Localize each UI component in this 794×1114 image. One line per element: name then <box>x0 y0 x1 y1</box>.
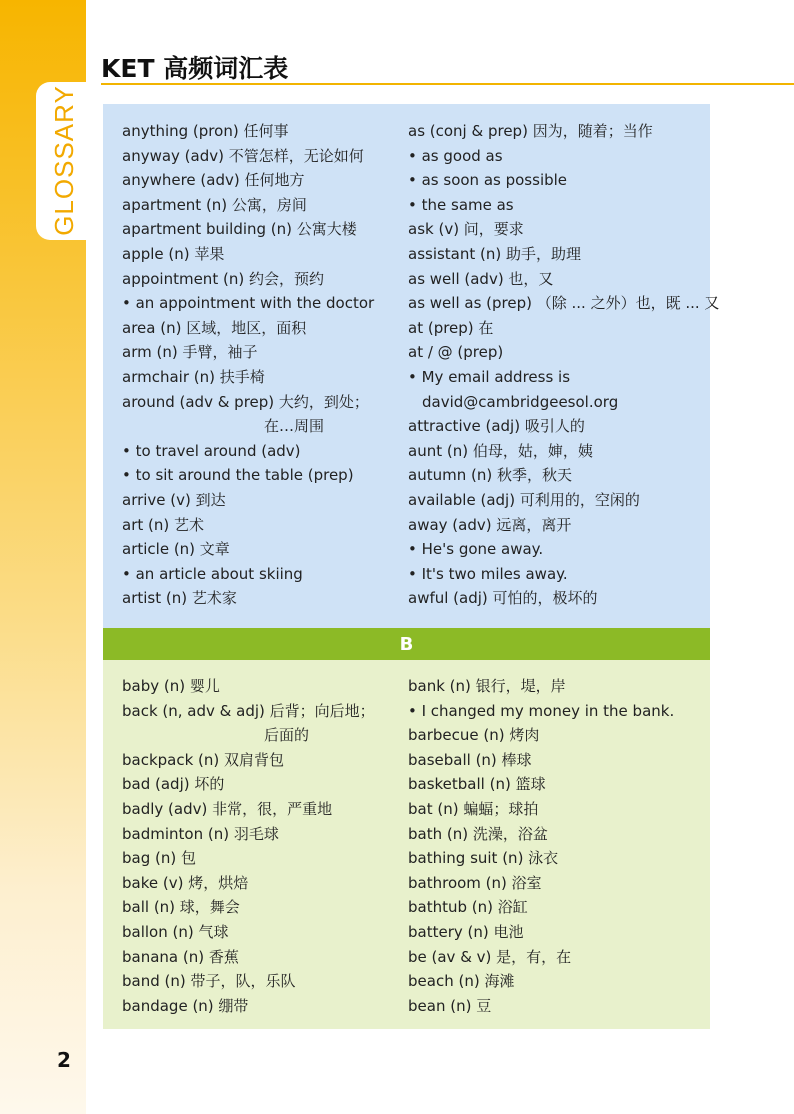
glossary-label-text: GLOSSARY <box>48 84 79 236</box>
title-divider <box>101 83 794 85</box>
example-entry-continuation: david@cambridgeesol.org <box>422 392 619 411</box>
word-entry: available (adj) 可利用的，空闲的 <box>408 490 640 509</box>
example-entry: • an article about skiing <box>122 564 303 583</box>
word-entry: as (conj & prep) 因为，随着；当作 <box>408 122 653 140</box>
word-entry: anything (pron) 任何事 <box>122 122 289 140</box>
word-entry: bank (n) 银行，堤，岸 <box>408 677 566 695</box>
word-entry: bathroom (n) 浴室 <box>408 873 542 892</box>
word-entry: arm (n) 手臂，袖子 <box>122 343 258 362</box>
word-entry: appointment (n) 约会，预约 <box>122 269 324 288</box>
word-entry: band (n) 带子，队，乐队 <box>122 972 296 991</box>
word-entry: ball (n) 球，舞会 <box>122 898 240 917</box>
word-entry: bake (v) 烤，烘焙 <box>122 873 249 892</box>
word-entry: anywhere (adv) 任何地方 <box>122 171 305 190</box>
example-entry: • an appointment with the doctor <box>122 294 375 313</box>
page-number: 2 <box>57 1048 71 1072</box>
word-entry: at (prep) 在 <box>408 318 494 337</box>
word-entry: bathtub (n) 浴缸 <box>408 898 528 917</box>
section-b-left-column <box>122 674 375 1018</box>
word-entry: bad (adj) 坏的 <box>122 775 225 794</box>
word-entry: anyway (adv) 不管怎样，无论如何 <box>122 146 364 165</box>
example-entry: • My email address is <box>408 367 571 386</box>
section-b-right-column <box>408 674 674 1018</box>
word-entry: artist (n) 艺术家 <box>122 589 237 608</box>
word-entry: badminton (n) 羽毛球 <box>122 824 279 843</box>
word-entry: battery (n) 电池 <box>408 922 524 941</box>
word-entry: back (n, adv & adj) 后背；向后地； <box>122 701 375 720</box>
word-entry: art (n) 艺术 <box>122 515 204 534</box>
word-entry: autumn (n) 秋季，秋天 <box>408 466 572 485</box>
word-entry: apartment (n) 公寓，房间 <box>122 195 307 214</box>
word-entry-continuation: 后面的 <box>264 726 310 745</box>
word-entry: be (av & v) 是，有，在 <box>408 947 572 966</box>
word-entry: badly (adv) 非常，很，严重地 <box>122 799 333 818</box>
word-entry: bathing suit (n) 泳衣 <box>408 849 559 868</box>
word-entry: bandage (n) 绷带 <box>122 996 249 1015</box>
word-entry: bag (n) 包 <box>122 849 196 868</box>
word-entry: article (n) 文章 <box>122 540 230 559</box>
word-entry: baby (n) 婴儿 <box>122 677 220 695</box>
word-entry: backpack (n) 双肩背包 <box>122 750 285 769</box>
example-entry: • as good as <box>408 146 503 165</box>
word-entry: assistant (n) 助手，助理 <box>408 244 582 263</box>
section-a-right-column <box>408 119 719 611</box>
word-entry: baseball (n) 棒球 <box>408 750 532 769</box>
word-entry: bath (n) 洗澡，浴盆 <box>408 824 548 843</box>
word-entry: area (n) 区域，地区，面积 <box>122 318 307 337</box>
word-entry: arrive (v) 到达 <box>122 490 226 509</box>
word-entry: away (adv) 远离，离开 <box>408 515 572 534</box>
word-entry: attractive (adj) 吸引人的 <box>408 417 585 436</box>
word-entry: apartment building (n) 公寓大楼 <box>122 220 357 239</box>
word-entry-continuation: 在…周围 <box>264 417 325 436</box>
example-entry: • the same as <box>408 195 514 214</box>
word-entry: apple (n) 苹果 <box>122 244 225 263</box>
word-entry: aunt (n) 伯母，姑，婶，姨 <box>408 441 593 460</box>
word-entry: as well as (prep) （除 ... 之外）也，既 ... 又 <box>408 294 720 313</box>
word-entry: ask (v) 问，要求 <box>408 220 524 239</box>
glossary-label <box>44 84 84 236</box>
word-entry: as well (adv) 也，又 <box>408 269 554 288</box>
word-entry: at / @ (prep) <box>408 343 504 362</box>
word-entry: armchair (n) 扶手椅 <box>122 367 265 386</box>
word-entry: bean (n) 豆 <box>408 996 492 1015</box>
section-b-header: B <box>103 628 710 660</box>
example-entry: • to sit around the table (prep) <box>122 466 354 485</box>
example-entry: • It's two miles away. <box>408 564 568 583</box>
word-entry: banana (n) 香蕉 <box>122 947 239 966</box>
example-entry: • to travel around (adv) <box>122 441 301 460</box>
example-entry: • He's gone away. <box>408 540 544 559</box>
section-a-left-column <box>122 119 374 611</box>
example-entry: • I changed my money in the bank. <box>408 701 675 720</box>
page-title: KET 高频词汇表 <box>101 54 289 83</box>
word-entry: basketball (n) 篮球 <box>408 775 546 794</box>
word-entry: beach (n) 海滩 <box>408 972 515 991</box>
word-entry: bat (n) 蝙蝠；球拍 <box>408 799 539 818</box>
word-entry: barbecue (n) 烤肉 <box>408 726 540 745</box>
word-entry: awful (adj) 可怕的，极坏的 <box>408 589 598 608</box>
example-entry: • as soon as possible <box>408 171 568 190</box>
word-entry: around (adv & prep) 大约，到处； <box>122 392 369 411</box>
word-entry: ballon (n) 气球 <box>122 922 229 941</box>
